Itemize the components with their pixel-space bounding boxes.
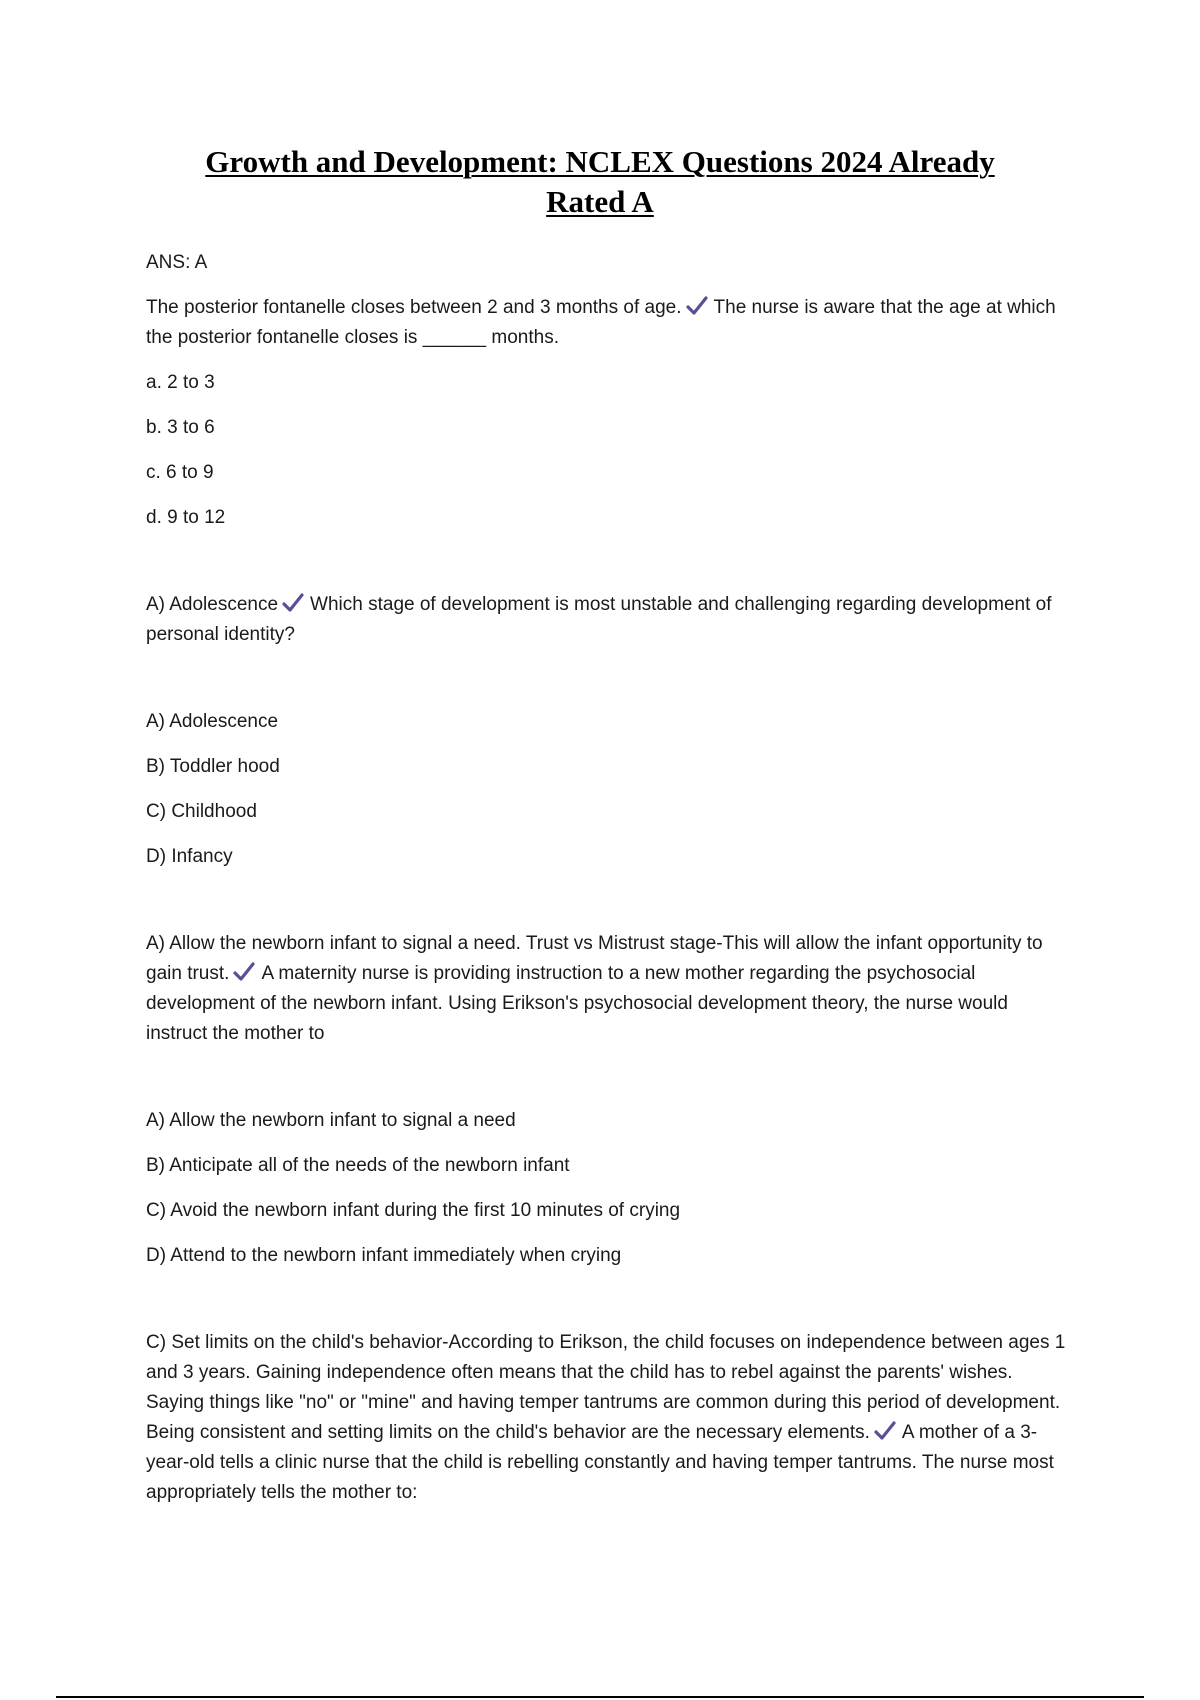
option-c: C) Avoid the newborn infant during the first 10 minutes of crying	[146, 1200, 681, 1221]
checkmark-icon	[282, 593, 304, 613]
document-body	[146, 248, 1066, 1523]
option-a: a. 2 to 3	[146, 372, 215, 393]
answer-text: A) Allow the newborn infant to signal a need. Trust vs Mistrust stage-This will allow the infant opportunity to gain trust.	[146, 933, 1043, 984]
option-c: c. 6 to 9	[146, 462, 214, 483]
title-line-1: Growth and Development: NCLEX Questions 2024 Already	[205, 144, 995, 179]
question-text: A mother of a 3-year-old tells a clinic nurse that the child is rebelling constantly and having temper tantrums. The nurse most appropriately tells the mother to:	[146, 1422, 1054, 1503]
option-c: C) Childhood	[146, 801, 257, 822]
option-d: d. 9 to 12	[146, 507, 226, 528]
question-statement	[146, 293, 1066, 353]
page-divider	[56, 1696, 1144, 1698]
option-d: D) Infancy	[146, 846, 233, 867]
checkmark-icon	[686, 296, 708, 316]
option-b: B) Toddler hood	[146, 756, 280, 777]
question-text: Which stage of development is most unstable and challenging regarding development of personal identity?	[146, 594, 1052, 645]
question-text: The nurse is aware that the age at which the posterior fontanelle closes is ______ months.	[146, 297, 1056, 348]
title-line-2: Rated A	[546, 184, 654, 219]
answer-text: C) Set limits on the child's behavior-According to Erikson, the child focuses on independence between ages 1 and 3 years. Gaining independence often means that the child has to rebel against the parents' wishes. Saying things like "no" or "mine" and having temper tantrums are common during this period of development. Being consistent and setting limits on the child's behavior are the necessary elements.	[146, 1332, 1066, 1443]
checkmark-icon	[874, 1421, 896, 1441]
option-d: D) Attend to the newborn infant immediately when crying	[146, 1245, 622, 1266]
question-statement	[146, 1328, 1066, 1508]
question-text: A maternity nurse is providing instruction to a new mother regarding the psychosocial development of the newborn infant. Using Erikson's psychosocial development theory, the nurse would instruct the mother to	[146, 963, 1008, 1044]
answer-text: The posterior fontanelle closes between 2 and 3 months of age.	[146, 297, 682, 318]
answer-key: ANS: A	[146, 252, 208, 273]
answer-text: A) Adolescence	[146, 594, 279, 615]
option-b: b. 3 to 6	[146, 417, 215, 438]
question-statement	[146, 929, 1066, 1049]
checkmark-icon	[233, 962, 255, 982]
option-a: A) Allow the newborn infant to signal a need	[146, 1110, 516, 1131]
option-a: A) Adolescence	[146, 711, 279, 732]
question-statement	[146, 590, 1066, 650]
document-title	[100, 142, 1100, 222]
option-b: B) Anticipate all of the needs of the newborn infant	[146, 1155, 570, 1176]
